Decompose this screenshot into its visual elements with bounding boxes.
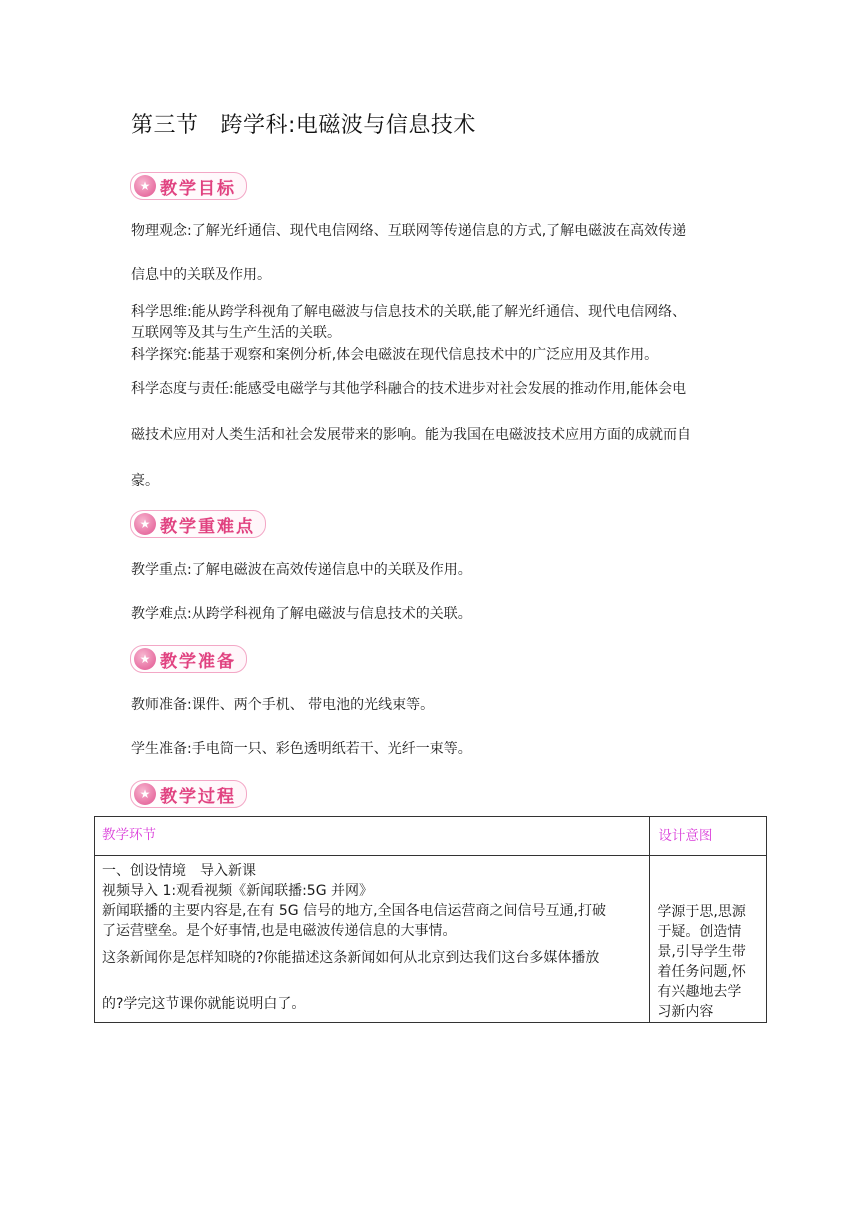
section-label: 教学重难点 bbox=[160, 516, 255, 537]
teaching-process-table bbox=[94, 816, 767, 1023]
stage-para1-line2: 了运营壁垒。是个好事情,也是电磁波传递信息的大事情。 bbox=[102, 923, 457, 939]
objective-thinking-line2: 互联网等及其与生产生活的关联。 bbox=[131, 325, 341, 341]
intent-line: 于疑。创造情 bbox=[657, 924, 742, 940]
intent-line: 学源于思,思源 bbox=[657, 904, 746, 920]
badge-icon: ★ bbox=[134, 175, 156, 197]
intent-text bbox=[650, 856, 766, 1022]
badge-icon: ★ bbox=[134, 648, 156, 670]
badge-icon: ★ bbox=[134, 513, 156, 535]
section-badge-preparation bbox=[130, 645, 247, 673]
header-intent: 设计意图 bbox=[650, 817, 767, 856]
lesson-title-section: 第三节 bbox=[131, 113, 199, 138]
intent-line: 景,引导学生带 bbox=[657, 944, 746, 960]
stage-heading: 一、创设情境 导入新课 bbox=[102, 863, 256, 879]
objective-physics-line2: 信息中的关联及作用。 bbox=[131, 267, 271, 283]
intent-cell bbox=[650, 856, 767, 1023]
objective-attitude-line3: 豪。 bbox=[131, 473, 159, 489]
objective-attitude-line2: 磁技术应用对人类生活和社会发展带来的影响。能为我国在电磁波技术应用方面的成就而自 bbox=[131, 427, 691, 443]
objective-inquiry: 科学探究:能基于观察和案例分析,体会电磁波在现代信息技术中的广泛应用及其作用。 bbox=[131, 347, 659, 363]
table-header-row bbox=[95, 817, 767, 856]
objective-physics-line1: 物理观念:了解光纤通信、现代电信网络、互联网等传递信息的方式,了解电磁波在高效传递 bbox=[131, 223, 687, 239]
stage-video: 视频导入 1:观看视频《新闻联播:5G 并网》 bbox=[102, 883, 373, 899]
difficult-point: 教学难点:从跨学科视角了解电磁波与信息技术的关联。 bbox=[131, 606, 472, 622]
lesson-title-topic: 跨学科:电磁波与信息技术 bbox=[220, 113, 476, 138]
stage-para1-line1: 新闻联播的主要内容是,在有 5G 信号的地方,全国各电信运营商之间信号互通,打破 bbox=[102, 903, 607, 919]
section-label: 教学准备 bbox=[160, 651, 236, 672]
intent-line: 有兴趣地去学 bbox=[657, 984, 742, 1000]
intent-line: 着任务问题,怀 bbox=[657, 964, 746, 980]
header-stage: 教学环节 bbox=[95, 817, 650, 856]
objective-thinking-line1: 科学思维:能从跨学科视角了解电磁波与信息技术的关联,能了解光纤通信、现代电信网络、 bbox=[131, 304, 687, 320]
teacher-preparation: 教师准备:课件、两个手机、 带电池的光线束等。 bbox=[131, 697, 435, 713]
objective-attitude-line1: 科学态度与责任:能感受电磁学与其他学科融合的技术进步对社会发展的推动作用,能体会电 bbox=[131, 381, 687, 397]
section-badge-objectives bbox=[130, 172, 247, 200]
key-point: 教学重点:了解电磁波在高效传递信息中的关联及作用。 bbox=[131, 562, 472, 578]
student-preparation: 学生准备:手电筒一只、彩色透明纸若干、光纤一束等。 bbox=[131, 741, 472, 757]
section-label: 教学过程 bbox=[160, 786, 236, 807]
section-badge-keypoints bbox=[130, 510, 266, 538]
table-row bbox=[95, 856, 767, 1023]
lesson-title bbox=[131, 108, 476, 139]
stage-cell bbox=[95, 856, 650, 1023]
stage-para2-line2: 的?学完这节课你就能说明白了。 bbox=[102, 996, 306, 1012]
stage-para2-line1: 这条新闻你是怎样知晓的?你能描述这条新闻如何从北京到达我们这台多媒体播放 bbox=[102, 950, 600, 966]
section-label: 教学目标 bbox=[160, 178, 236, 199]
badge-icon: ★ bbox=[134, 783, 156, 805]
section-badge-process bbox=[130, 780, 247, 808]
intent-line: 习新内容 bbox=[657, 1004, 714, 1020]
